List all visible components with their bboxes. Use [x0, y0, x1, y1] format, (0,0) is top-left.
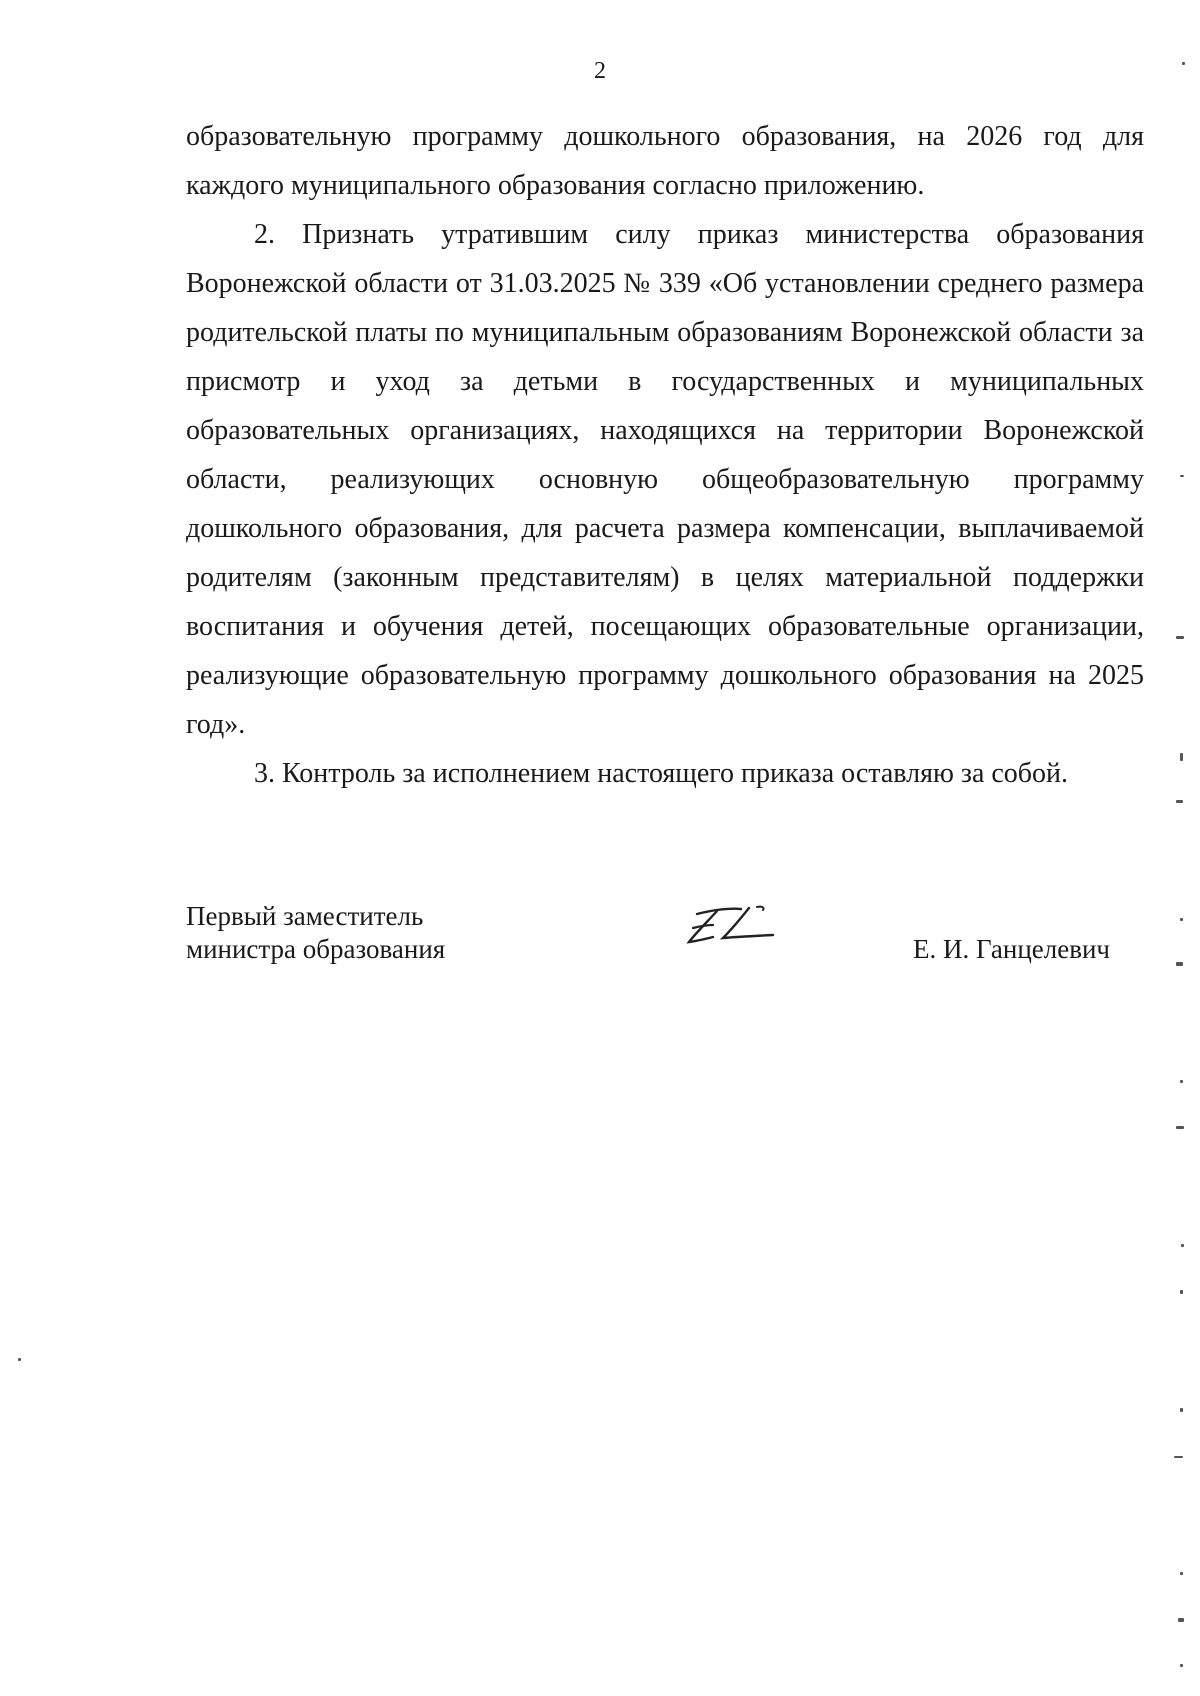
scan-artifact	[1180, 1664, 1183, 1667]
scan-artifact	[1182, 62, 1185, 65]
scan-artifact	[1180, 1408, 1183, 1412]
scan-artifact	[1180, 1080, 1183, 1083]
scan-artifact	[1181, 1244, 1184, 1247]
signer-name: Е. И. Ганцелевич	[912, 934, 1110, 964]
scan-artifact	[1176, 1126, 1184, 1129]
scan-artifact	[1180, 753, 1183, 761]
signer-position-line1: Первый заместитель	[186, 901, 424, 931]
scan-artifact	[1180, 475, 1184, 477]
scan-artifact	[1174, 1456, 1183, 1458]
signer-position	[186, 900, 445, 966]
paragraph-2: 2. Признать утратившим силу приказ министерства образования Воронежской области от 31.03.2025 № 339 «Об установлении среднего размера родительской платы по муниципальным образованиям Воронежской области за присмотр и уход за детьми в государственных и муниципальных образовательных организациях, находящихся на территории Воронежской области, реализующих основную общеобразовательную программу дошкольного образования, для расчета размера компенсации, выплачиваемой родителям (законным представителям) в целях материальной поддержки воспитания и обучения детей, посещающих образовательные организации, реализующие образовательную программу дошкольного образования на 2025 год».	[186, 219, 1144, 740]
scan-artifact	[18, 1358, 21, 1361]
page-number: 2	[594, 58, 606, 84]
scan-artifact	[1178, 1618, 1184, 1622]
handwritten-signature	[683, 904, 787, 956]
paragraph-3: 3. Контроль за исполнением настоящего приказа оставляю за собой.	[254, 758, 1069, 789]
signature-block	[186, 900, 1144, 980]
scan-artifact	[1180, 1572, 1183, 1575]
scan-artifact	[1176, 636, 1184, 639]
paragraph-continuation: образовательную программу дошкольного образования, на 2026 год для каждого муниципального образования согласно приложению.	[186, 121, 1144, 201]
scan-artifact	[1176, 962, 1183, 966]
scan-artifact	[1176, 800, 1183, 803]
scan-artifact	[1180, 918, 1183, 921]
scan-artifact	[1180, 1290, 1183, 1294]
signer-position-line2: министра образования	[186, 934, 446, 964]
document-body	[186, 112, 1144, 798]
